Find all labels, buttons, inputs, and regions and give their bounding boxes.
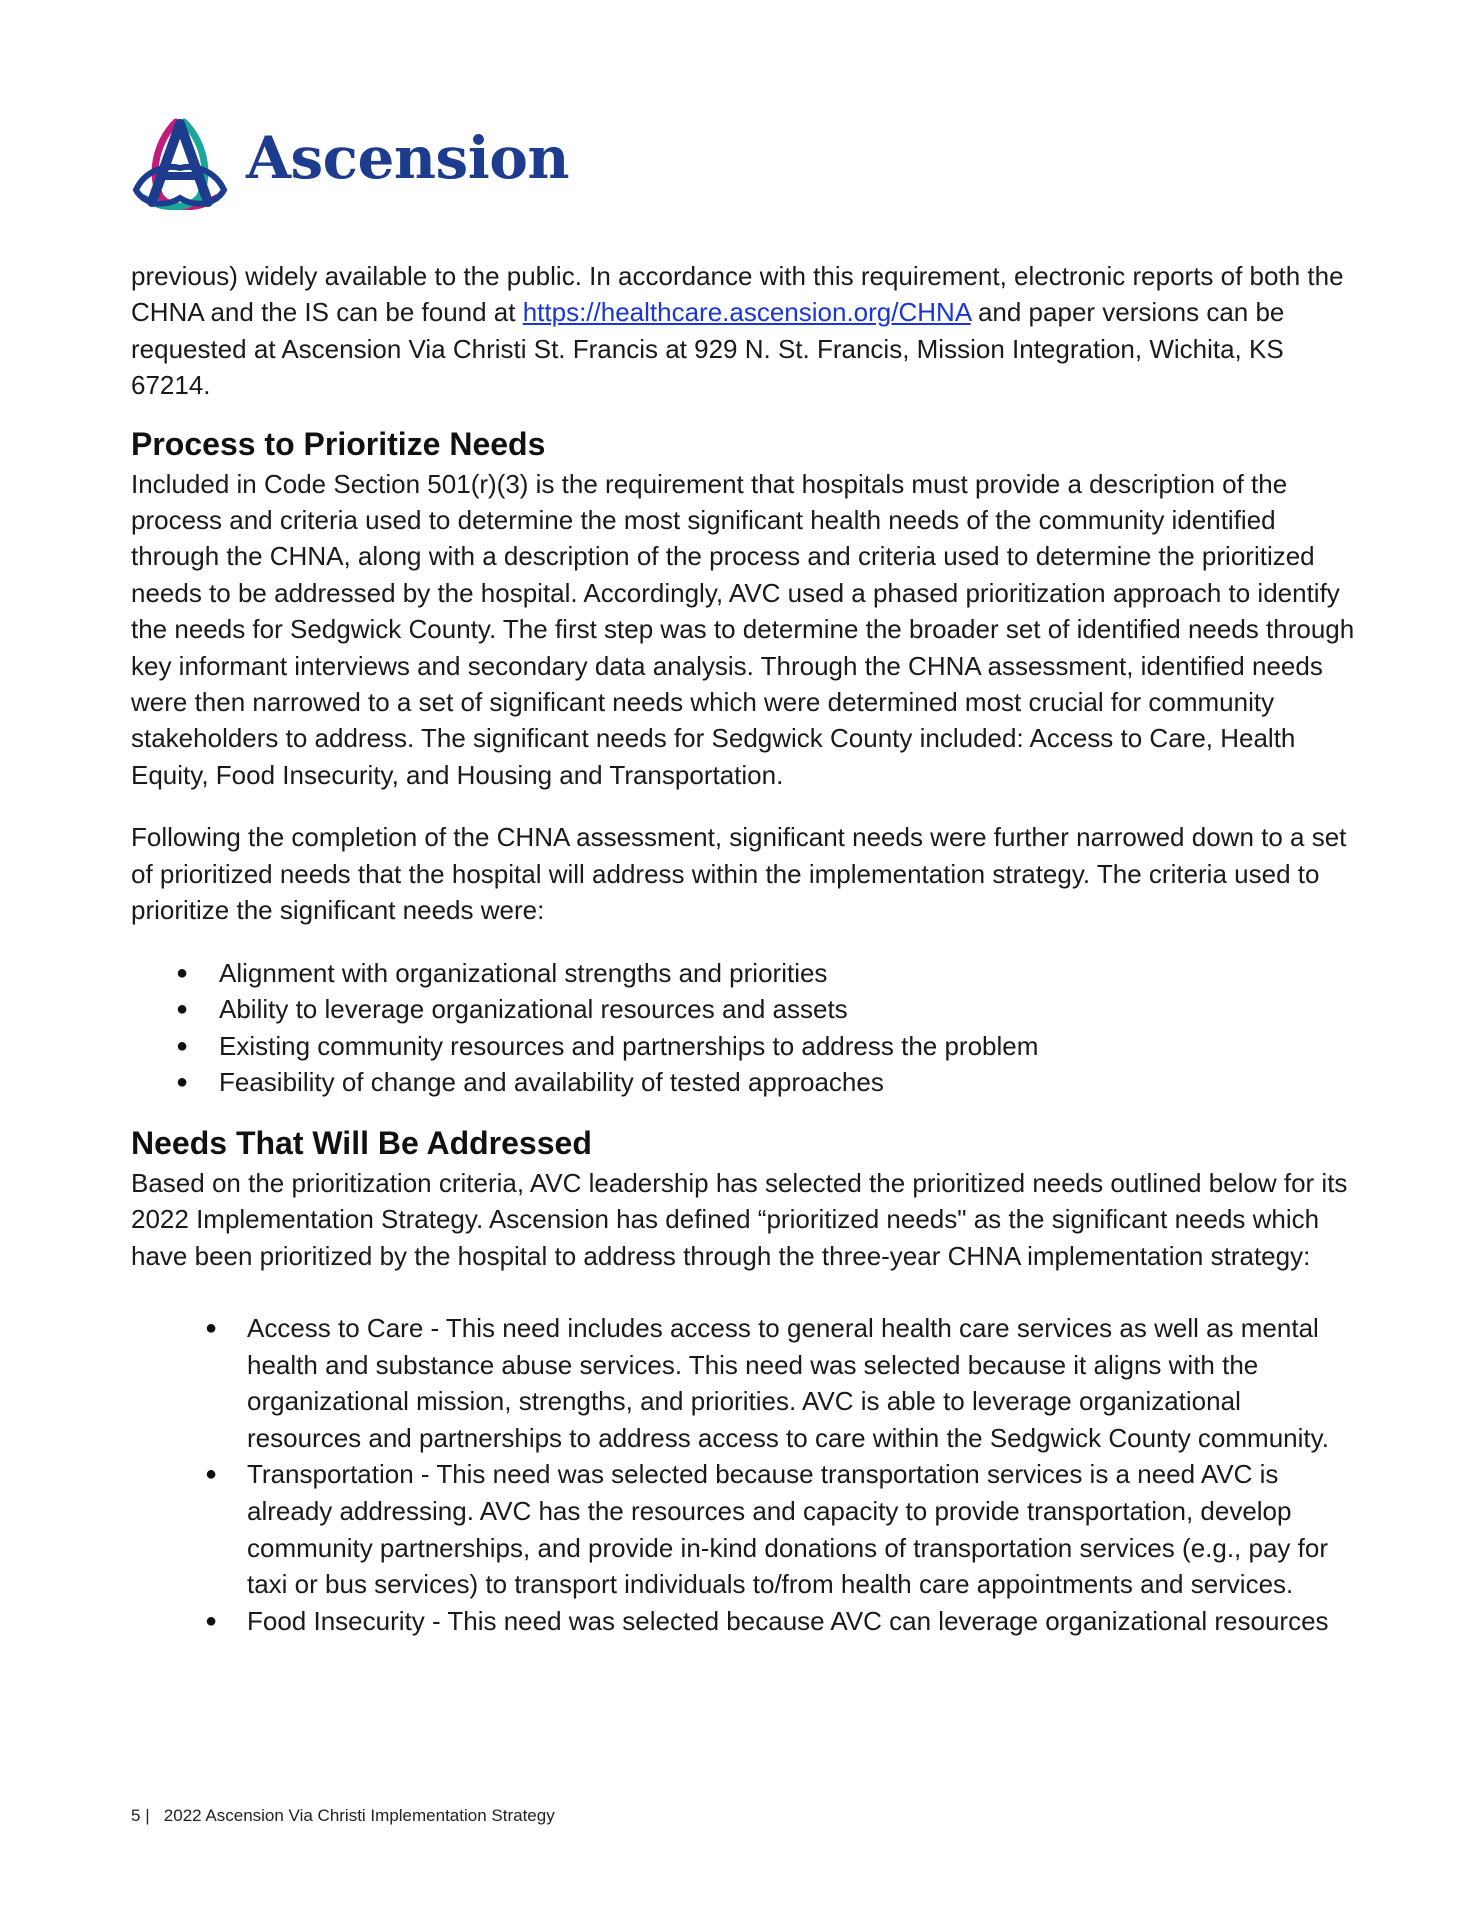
footer-title: 2022 Ascension Via Christi Implementation Strategy [163, 1806, 555, 1825]
intro-text-end: and paper versions can be requested at Ascension Via Christi St. Francis at 929 N. St. Francis, Mission Integration, Wichita, KS 67214. [131, 297, 1285, 401]
list-item: ● Alignment with organizational strengths and priorities [176, 955, 1356, 992]
criteria-list [176, 955, 1356, 1101]
needs-heading: Needs That Will Be Addressed [131, 1124, 592, 1161]
chna-link[interactable]: https://healthcare.ascension.org/CHNA [522, 297, 971, 328]
list-item: ● Transportation - This need was selected because transportation services is a need AVC is already addressing. AVC has the resources and capacity to provide transportation, develop community partnerships, and provide in-kind donations of transportation services (e.g., pay for taxi or bus services) to transport individuals to/from health care appointments and services. [205, 1456, 1356, 1602]
ascension-triad-icon [130, 118, 230, 210]
process-heading: Process to Prioritize Needs [131, 425, 546, 462]
ascension-logo [130, 118, 569, 210]
list-item: ● Food Insecurity - This need was selected because AVC can leverage organizational resources [205, 1603, 1356, 1640]
process-paragraph-1: Included in Code Section 501(r)(3) is the requirement that hospitals must provide a description of the process and criteria used to determine the most significant health needs of the community identified through the CHNA, along with a description of the process and criteria used to determine the prioritized needs to be addressed by the hospital. Accordingly, AVC used a phased prioritization approach to identify the needs for Sedgwick County. The first step was to determine the broader set of identified needs through key informant interviews and secondary data analysis. Through the CHNA assessment, identified needs were then narrowed to a set of significant needs which were determined most crucial for community stakeholders to address. The significant needs for Sedgwick County included: Access to Care, Health Equity, Food Insecurity, and Housing and Transportation. [131, 468, 1355, 790]
page-number: 5 [131, 1806, 141, 1825]
footer-separator: | [145, 1806, 150, 1825]
page-footer [131, 1806, 555, 1826]
list-item: ● Ability to leverage organizational resources and assets [176, 991, 1356, 1028]
needs-paragraph: Based on the prioritization criteria, AVC leadership has selected the prioritized needs outlined below for its 2022 Implementation Strategy. Ascension has defined “prioritized needs" as the significant needs which have been prioritized by the hospital to address through the three-year CHNA implementation strategy: [131, 1167, 1348, 1271]
process-paragraph-2: Following the completion of the CHNA assessment, significant needs were further narrowed down to a set of prioritized needs that the hospital will address within the implementation strategy. The criteria used to prioritize the significant needs were: [131, 822, 1347, 926]
intro-paragraph [131, 258, 1356, 404]
document-body [131, 258, 1356, 1639]
intro-text-start: previous) widely available to the public. In accordance with this requirement, electronic reports of both the CHNA and the IS can be found at [131, 261, 1344, 328]
needs-list [205, 1310, 1356, 1639]
list-item: ● Existing community resources and partnerships to address the problem [176, 1028, 1356, 1065]
list-item: ● Feasibility of change and availability of tested approaches [176, 1064, 1356, 1101]
logo-wordmark: Ascension [246, 124, 570, 192]
list-item: ● Access to Care - This need includes access to general health care services as well as mental health and substance abuse services. This need was selected because it aligns with the organizational mission, strengths, and priorities. AVC is able to leverage organizational resources and partnerships to address access to care within the Sedgwick County community. [205, 1310, 1356, 1456]
